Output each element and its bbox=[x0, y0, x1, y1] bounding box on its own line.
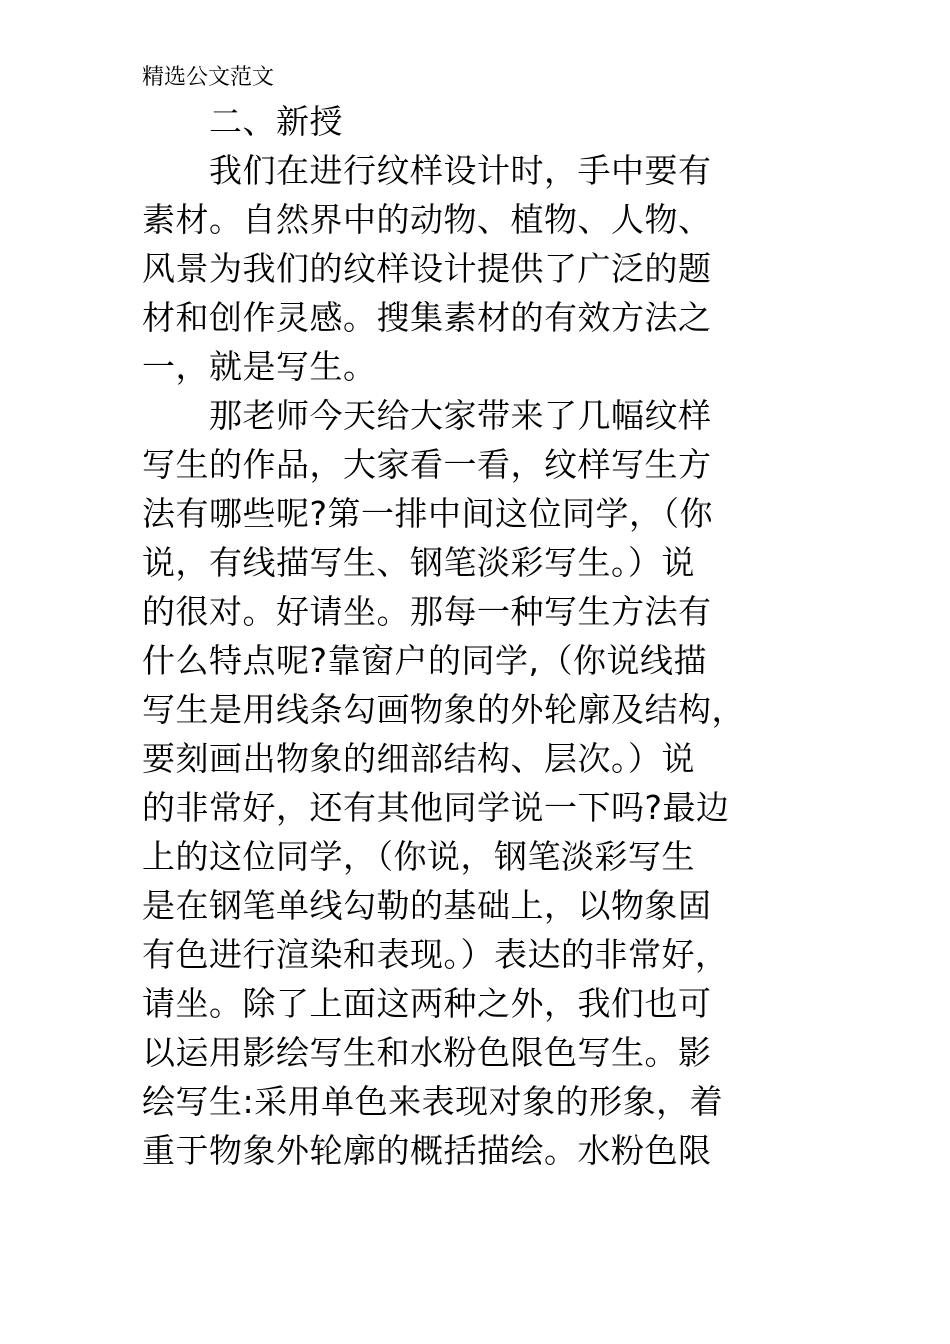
text-line: 重于物象外轮廓的概括描绘。水粉色限 bbox=[142, 1131, 712, 1170]
text-line: 什么特点呢?靠窗户的同学,（你说线描 bbox=[142, 641, 708, 680]
text-line: 是在钢笔单线勾勒的基础上，以物象固 bbox=[142, 886, 712, 925]
text-line: 的非常好，还有其他同学说一下吗?最边 bbox=[142, 788, 730, 827]
text-line: 绘写生:采用单色来表现对象的形象，着 bbox=[142, 1082, 724, 1121]
text-line: 以运用影绘写生和水粉色限色写生。影 bbox=[142, 1033, 712, 1072]
text-line: 写生的作品，大家看一看，纹样写生方 bbox=[142, 445, 712, 484]
text-line: 法有哪些呢?第一排中间这位同学，（你 bbox=[142, 494, 714, 533]
section-heading: 二、新授 bbox=[142, 102, 343, 141]
text-line: 说，有线描写生、钢笔淡彩写生。）说 bbox=[142, 543, 695, 582]
text-line: 有色进行渲染和表现。）表达的非常好， bbox=[142, 935, 729, 974]
text-line: 风景为我们的纹样设计提供了广泛的题 bbox=[142, 249, 712, 288]
text-line: 材和创作灵感。搜集素材的有效方法之 bbox=[142, 298, 712, 337]
page-header: 精选公文范文 bbox=[142, 65, 275, 90]
text-line: 我们在进行纹样设计时，手中要有 bbox=[142, 151, 712, 190]
text-line: 的很对。好请坐。那每一种写生方法有 bbox=[142, 592, 712, 631]
text-line: 素材。自然界中的动物、植物、人物、 bbox=[142, 200, 712, 239]
text-line: 上的这位同学，（你说，钢笔淡彩写生 bbox=[142, 837, 695, 876]
text-line: 请坐。除了上面这两种之外，我们也可 bbox=[142, 984, 712, 1023]
text-line: 一，就是写生。 bbox=[142, 347, 377, 386]
text-line: 那老师今天给大家带来了几幅纹样 bbox=[142, 396, 712, 435]
text-line: 写生是用线条勾画物象的外轮廓及结构， bbox=[142, 690, 745, 729]
text-line: 要刻画出物象的细部结构、层次。）说 bbox=[142, 739, 695, 778]
